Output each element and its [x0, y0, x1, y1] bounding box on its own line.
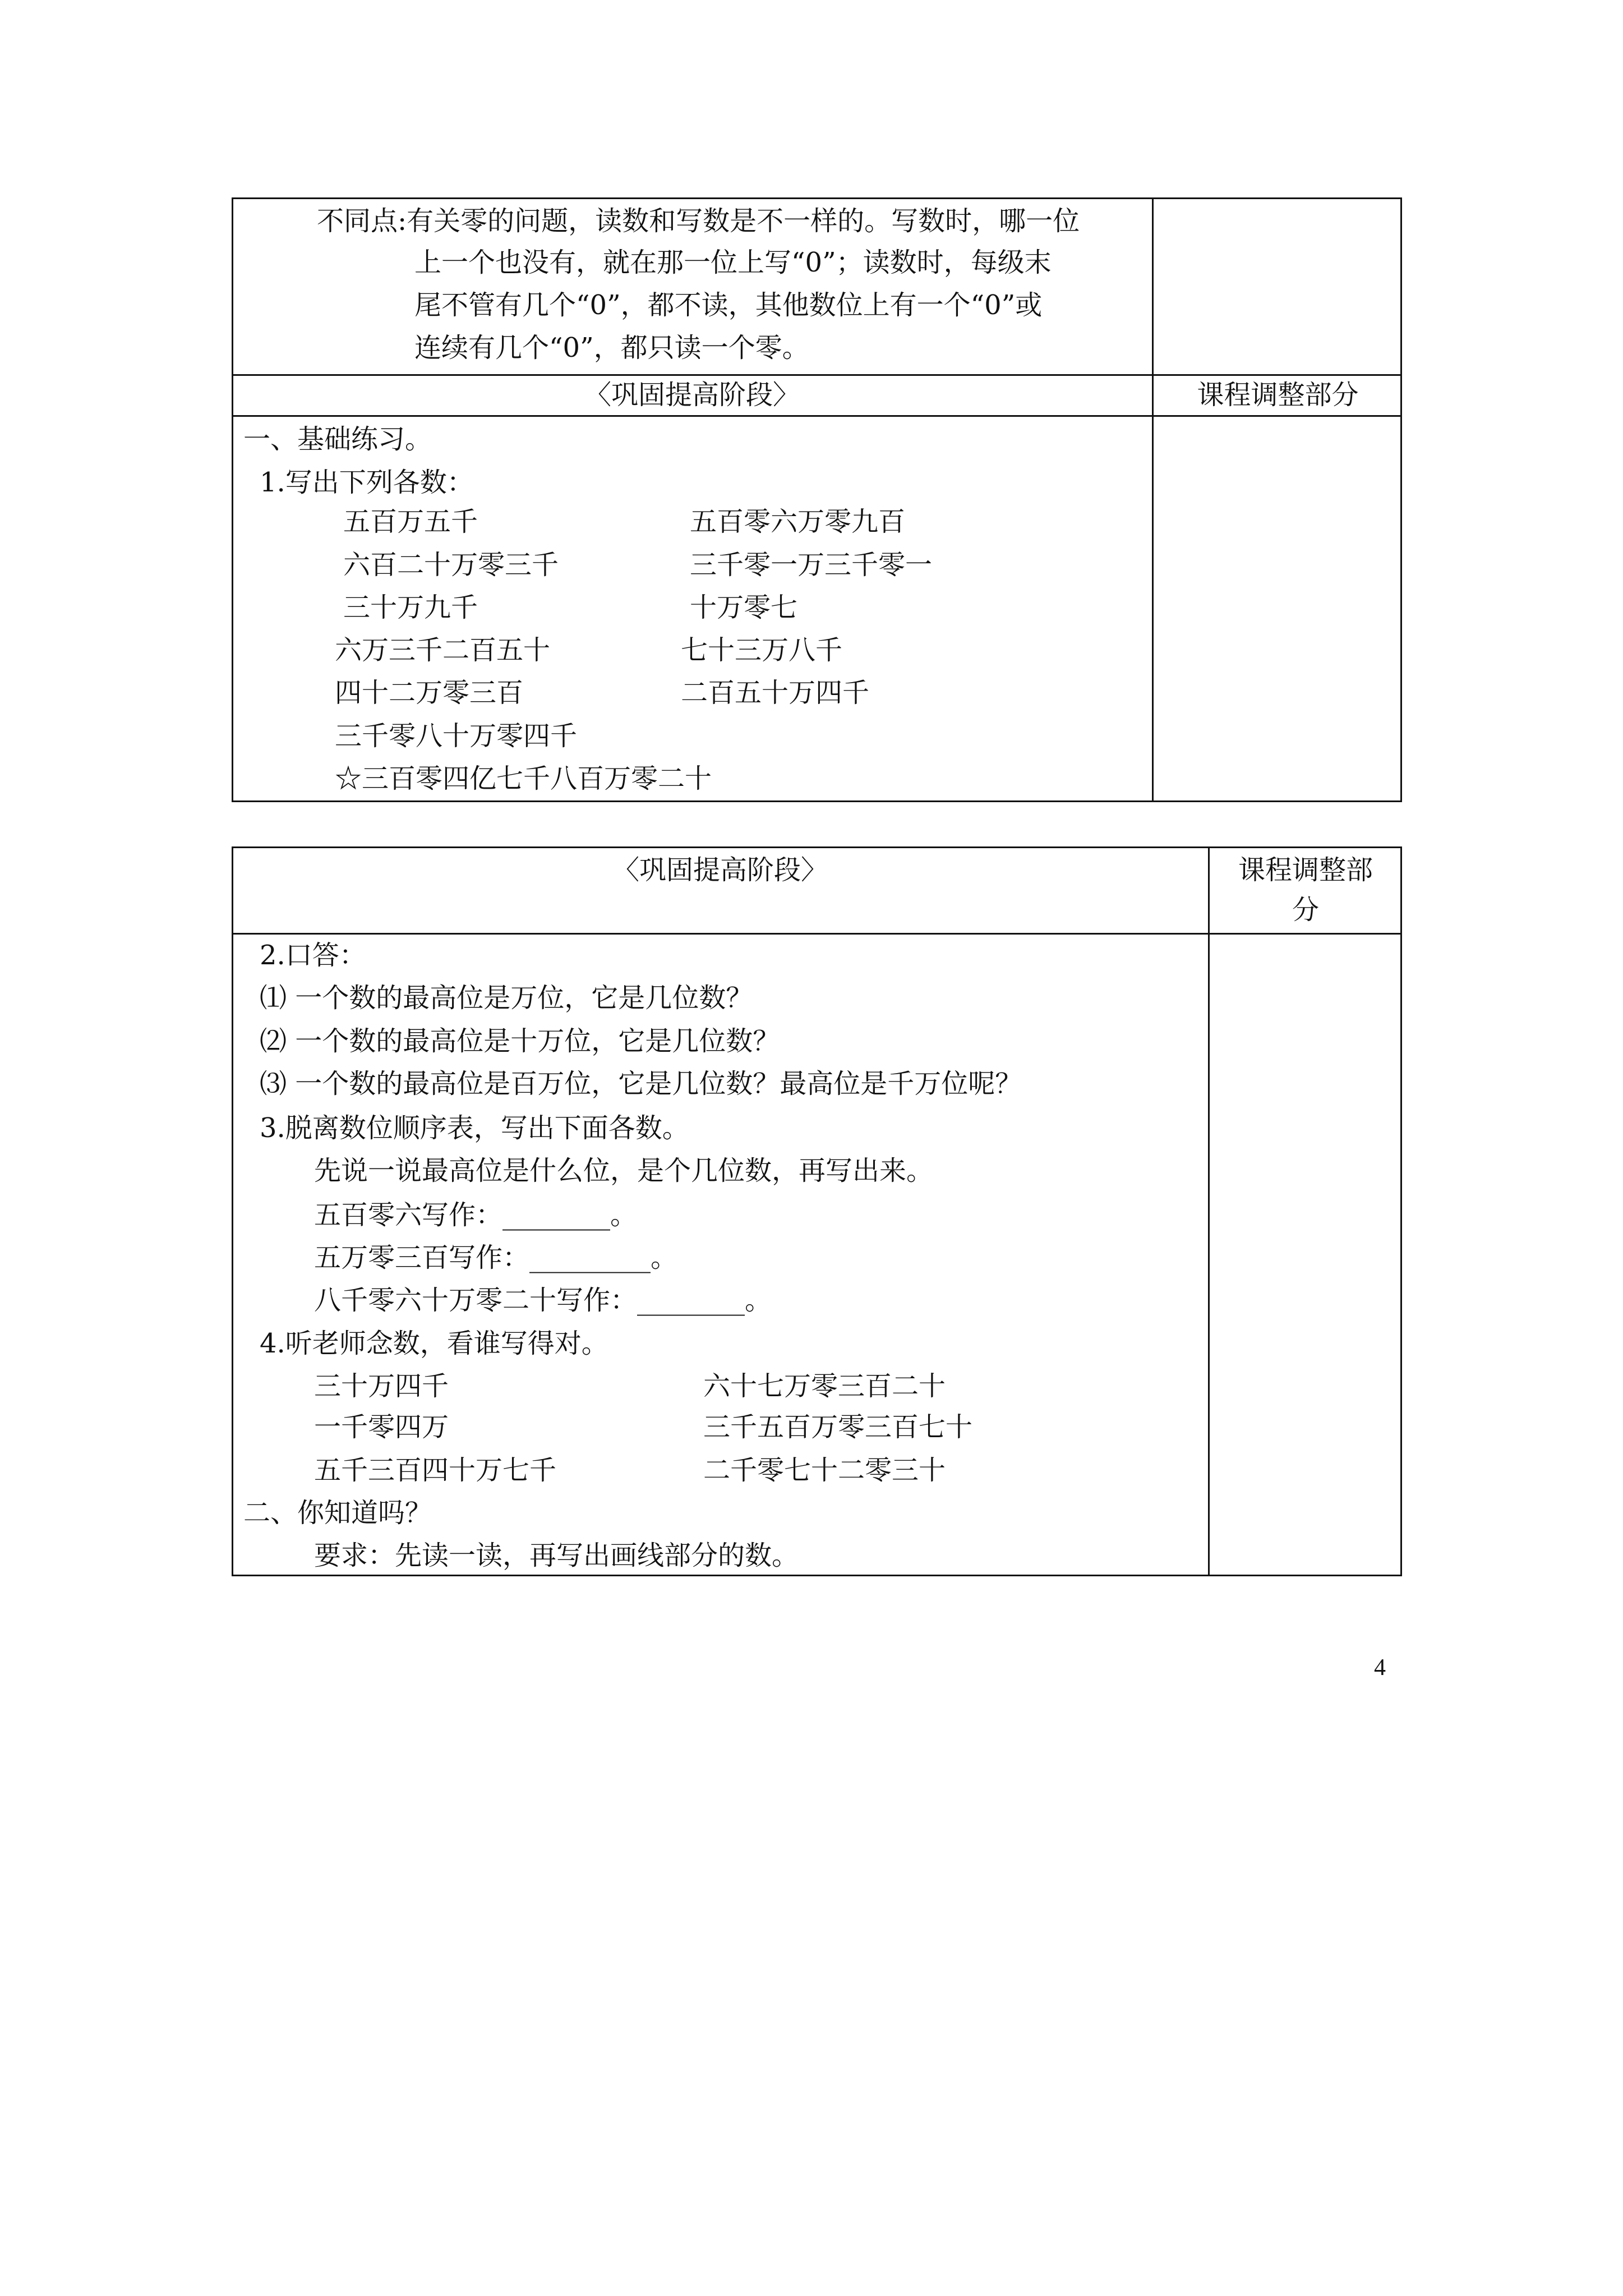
number-item: 三十万四千 [314, 1370, 449, 1402]
intro-line: 不同点:有关零的问题，读数和写数是不一样的。写数时，哪一位 [317, 205, 1080, 237]
number-item: 三千五百万零三百七十 [703, 1411, 973, 1443]
stage-header: 〈巩固提高阶段〉 [584, 379, 800, 411]
number-item: 七十三万八千 [681, 634, 843, 666]
number-item: 二百五十万四千 [681, 677, 870, 708]
section-requirement: 要求：先读一读，再写出画线部分的数。 [314, 1540, 799, 1571]
intro-line: 连续有几个“0”，都只读一个零。 [414, 332, 809, 364]
fill-in-item: 五百零六写作：________。 [314, 1199, 638, 1231]
page-number: 4 [1374, 1655, 1386, 1681]
number-item: 六百二十万零三千 [343, 549, 559, 581]
stage-header: 〈巩固提高阶段〉 [612, 854, 828, 886]
question-title: 3.脱离数位顺序表，写出下面各数。 [260, 1112, 689, 1144]
table-1-column-divider [1152, 197, 1154, 802]
table-1-row-divider [232, 415, 1402, 417]
oral-question: ⑵ 一个数的最高位是十万位，它是几位数？ [260, 1025, 780, 1057]
question-title: 2.口答： [260, 940, 366, 971]
number-item: ☆三百零四亿七千八百万零二十 [335, 763, 712, 794]
oral-question: ⑴ 一个数的最高位是万位，它是几位数？ [260, 982, 753, 1014]
number-item: 二千零七十二零三十 [703, 1455, 946, 1486]
number-item: 六万三千二百五十 [335, 634, 551, 666]
intro-line: 尾不管有几个“0”，都不读，其他数位上有一个“0”或 [414, 289, 1043, 321]
adjust-header: 课程调整部分 [1197, 379, 1359, 411]
intro-line: 上一个也没有，就在那一位上写“0”；读数时，每级末 [414, 247, 1052, 278]
lesson-table-1 [232, 197, 1402, 802]
fill-in-item: 五万零三百写作：_________。 [314, 1242, 678, 1273]
number-item: 五百万五千 [343, 506, 478, 537]
number-item: 四十二万零三百 [335, 677, 524, 708]
question-instruction: 先说一说最高位是什么位，是个几位数，再写出来。 [314, 1155, 934, 1186]
adjust-header: 课程调整部分 [1238, 854, 1373, 926]
section-title: 二、你知道吗？ [243, 1497, 432, 1529]
number-item: 三十万九千 [343, 592, 478, 623]
question-title: 1.写出下列各数： [260, 467, 474, 498]
number-item: 十万零七 [690, 592, 798, 623]
table-2-row-divider [232, 933, 1402, 935]
number-item: 一千零四万 [314, 1411, 449, 1443]
fill-in-item: 八千零六十万零二十写作：________。 [314, 1285, 772, 1316]
section-title: 一、基础练习。 [243, 424, 432, 455]
number-item: 五百零六万零九百 [690, 506, 906, 537]
number-item: 三千零一万三千零一 [690, 549, 933, 581]
question-title: 4.听老师念数，看谁写得对。 [260, 1328, 608, 1359]
table-2-column-divider [1208, 846, 1210, 1576]
number-item: 六十七万零三百二十 [703, 1370, 946, 1402]
number-item: 三千零八十万零四千 [335, 720, 578, 752]
oral-question: ⑶ 一个数的最高位是百万位，它是几位数？最高位是千万位呢？ [260, 1068, 1022, 1099]
number-item: 五千三百四十万七千 [314, 1455, 557, 1486]
table-1-row-divider [232, 374, 1402, 376]
